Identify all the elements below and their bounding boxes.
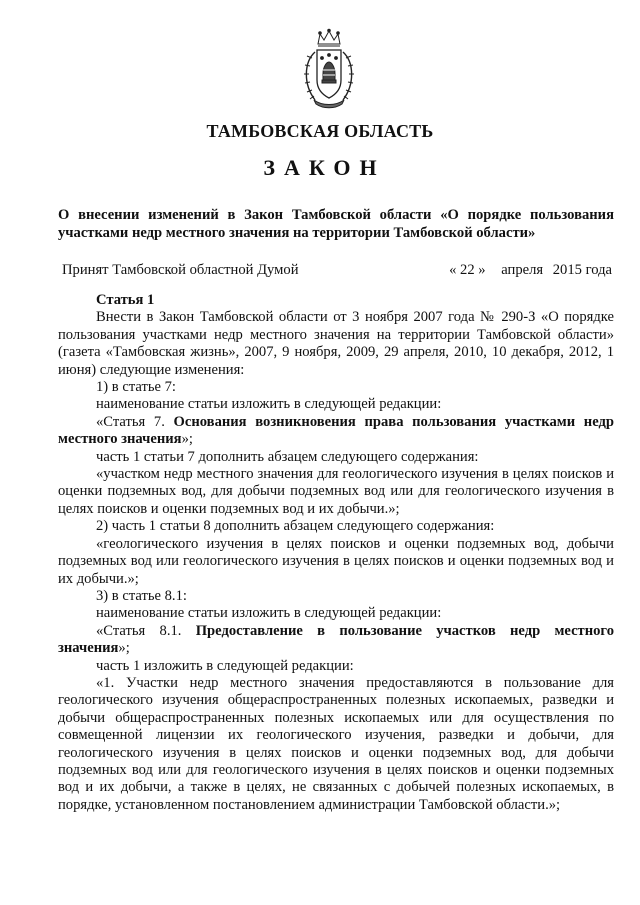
paragraph: часть 1 изложить в следующей редакции: <box>96 657 354 674</box>
text-span: «Статья 7. <box>96 413 174 430</box>
paragraph: часть 1 статьи 7 дополнить абзацем следующего содержания: <box>96 448 479 465</box>
law-subject: О внесении изменений в Закон Тамбовской области «О порядке пользования участками недр местного значения на территории Тамбовской области» <box>58 207 614 241</box>
paragraph: 3) в статье 8.1: <box>96 587 187 604</box>
adoption-day: « 22 » <box>449 262 486 278</box>
adoption-text: Принят Тамбовской областной Думой <box>62 262 299 278</box>
text-span: «Статья 8.1. <box>96 622 196 639</box>
paragraph: Внести в Закон Тамбовской области от 3 ноября 2007 года № 290-З «О порядке пользования участками недр местного значения на территории Тамбовской области» (газета «Тамбовская жизнь», 2007, 9 ноября, 2009, 29 апреля, 2010, 10 декабря, 2012, 1 июня) следующие изменения: <box>58 309 614 378</box>
adoption-date <box>449 261 612 279</box>
coat-of-arms-icon <box>298 28 360 110</box>
paragraph: «участком недр местного значения для геологического изучения в целях поисков и оценки подземных вод, для добычи подземных вод или для геологического изучения в целях поисков и оценки подземных вод и их добычи.»; <box>58 466 614 517</box>
paragraph: 1) в статье 7: <box>96 379 176 396</box>
adoption-year: 2015 года <box>552 262 612 278</box>
paragraph: «1. Участки недр местного значения предоставляются в пользование для геологического изучения общераспространенных полезных ископаемых, разведки и добычи общераспространенных полезных ископаемых или для осуществления по совмещенной лицензии их геологического изучения, разведки и добычи, для геологического изучения в целях поисков и оценки подземных вод, для добычи подземных вод или для геологического изучения в целях поисков и оценки подземных вод и их добычи, а также в целях, не связанных с добычей полезных ископаемых, в порядке, установленном постановлением администрации Тамбовской области.»; <box>58 674 614 813</box>
bold-text: Основания возникновения права пользования участками недр местного значения <box>58 413 614 448</box>
paragraph: 2) часть 1 статьи 8 дополнить абзацем следующего содержания: <box>96 518 495 535</box>
document-type: ЗАКОН <box>263 155 386 180</box>
text-span: »; <box>181 431 193 448</box>
paragraph: наименование статьи изложить в следующей редакции: <box>96 605 442 622</box>
paragraph <box>58 623 614 658</box>
adoption-month: апреля <box>501 262 544 278</box>
law-body <box>58 292 614 814</box>
text-span: »; <box>118 640 130 657</box>
region-title: ТАМБОВСКАЯ ОБЛАСТЬ <box>206 121 434 141</box>
paragraph: «геологического изучения в целях поисков и оценки подземных вод, добычи подземных вод или геологического изучения в целях поисков и оценки подземных вод и их добычи.»; <box>58 535 614 587</box>
paragraph: наименование статьи изложить в следующей редакции: <box>96 396 442 413</box>
article-title: Статья 1 <box>96 292 155 308</box>
bold-text: Предоставление в пользование участков недр местного значения <box>58 622 614 657</box>
paragraph <box>58 414 614 449</box>
